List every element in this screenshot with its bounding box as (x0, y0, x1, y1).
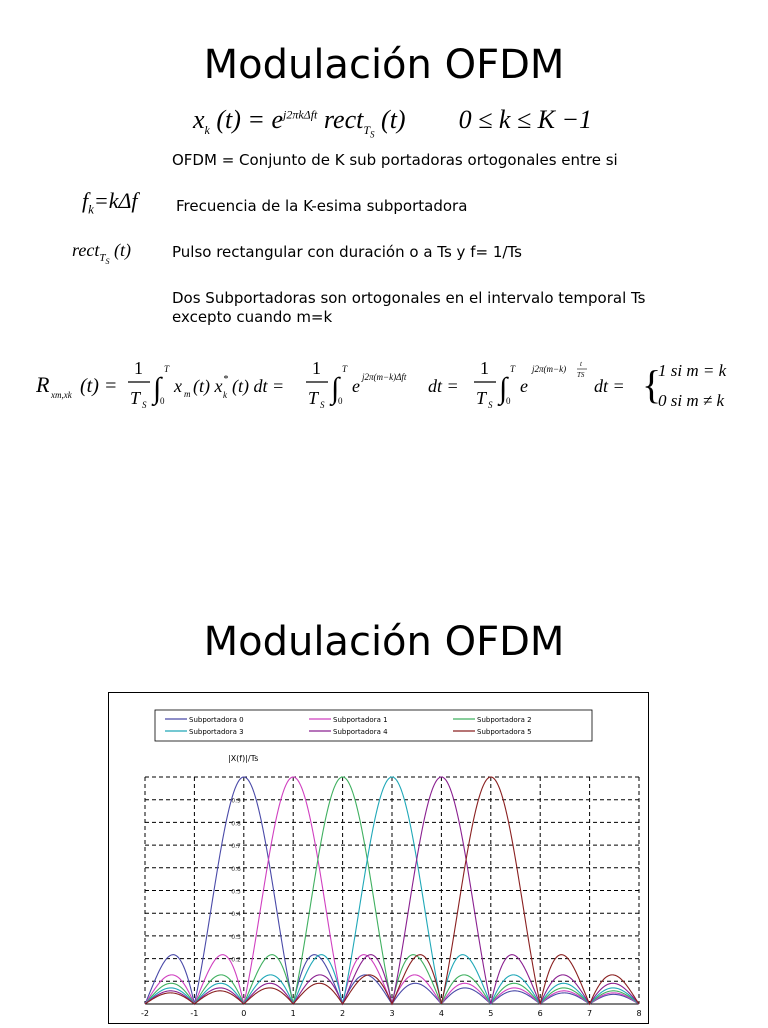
x-tick-label-6: 4 (438, 1009, 444, 1018)
y-axis-label: |X(f)|/Ts (228, 754, 259, 763)
corr-case-1: 1 si m = k (658, 361, 727, 380)
fk-f: f (82, 188, 89, 213)
int-lower-3: 0 (506, 396, 511, 406)
x-tick-label-4: 2 (340, 1009, 346, 1018)
fk-sub: k (88, 201, 94, 217)
text-frecuencia: Frecuencia de la K-esima subportadora (176, 197, 468, 215)
eq-rect: rect (323, 105, 364, 134)
legend-box (155, 710, 592, 741)
x-tick-label-3: 1 (290, 1009, 296, 1018)
int-upper-3: T (510, 364, 516, 374)
eq-arg: (t) = e (216, 105, 283, 134)
eq-rect-sub: T (363, 123, 371, 138)
y-tick-label-3: 0.6 (231, 865, 241, 873)
int-upper-2: T (342, 364, 348, 374)
corr-exp-3: j2π(m−k) (532, 364, 567, 374)
eq-lhs-sub: k (204, 123, 210, 138)
formula-fk (82, 188, 138, 217)
x-tick-label-2: 0 (241, 1009, 247, 1018)
corr-R-sub: xm,xk (51, 390, 72, 400)
corr-brace: { (642, 362, 662, 407)
corr-t: (t) = (80, 375, 118, 397)
rect-arg: (t) (109, 240, 131, 260)
legend-label-5: Subportadora 5 (477, 728, 532, 736)
text-pulso: Pulso rectangular con duración o a Ts y f= 1/Ts (172, 243, 522, 261)
subcarrier-chart-svg (109, 693, 648, 1023)
integrand-1b-sup: * (223, 374, 228, 385)
slide-1 (0, 0, 768, 512)
corr-Ts-3-sub: S (488, 400, 493, 410)
corr-exp-2: j2π(m−k)Δft (362, 372, 407, 382)
rect-text: rect (72, 240, 100, 260)
eq-rect-subsub: S (370, 129, 375, 140)
corr-R: R (36, 372, 50, 397)
corr-one-2: 1 (312, 358, 321, 378)
x-tick-label-9: 7 (587, 1009, 593, 1018)
slide-2-title: Modulación OFDM (203, 619, 565, 665)
integral-1: ∫ (153, 372, 162, 405)
main-equation (193, 105, 592, 140)
corr-Ts-3: T (476, 388, 487, 408)
x-tick-label-10: 8 (636, 1009, 642, 1018)
text-ortogonales-2: excepto cuando m=k (172, 308, 333, 326)
eq-range: 0 ≤ k ≤ K −1 (458, 105, 593, 134)
corr-dt-2: dt = (594, 376, 625, 396)
integrand-1: x (174, 376, 182, 396)
corr-e-1: e (352, 376, 360, 396)
chart-ticks (141, 798, 642, 1018)
chart-grid (145, 777, 639, 1004)
x-tick-label-0: -2 (141, 1009, 149, 1018)
y-tick-label-7: 0.2 (231, 956, 241, 964)
y-tick-label-4: 0.5 (231, 888, 241, 896)
eq-lhs: x (193, 105, 205, 134)
rect-subsub: S (105, 256, 110, 266)
eq-rect-arg: (t) (381, 105, 406, 134)
legend-label-4: Subportadora 4 (333, 728, 388, 736)
y-tick-label-6: 0.3 (231, 933, 241, 941)
eq-exp: j2πkΔft (283, 107, 318, 122)
x-tick-label-5: 3 (389, 1009, 395, 1018)
corr-one-3: 1 (480, 358, 489, 378)
correlation-equation (36, 352, 748, 422)
integrand-1-sub: m (184, 389, 191, 399)
corr-one-1: 1 (134, 358, 143, 378)
y-tick-label-1: 0.8 (231, 820, 241, 828)
y-tick-label-0: 0.9 (231, 797, 241, 805)
corr-Ts-2: T (308, 388, 319, 408)
corr-case-2: 0 si m ≠ k (658, 391, 724, 410)
integrand-1b-sub: k (223, 390, 227, 400)
corr-Ts-1-sub: S (142, 400, 147, 410)
int-lower-2: 0 (338, 396, 343, 406)
slide-1-title: Modulación OFDM (203, 42, 565, 88)
text-ofdm-definition: OFDM = Conjunto de K sub portadoras ortogonales entre si (172, 151, 618, 169)
int-upper-1: T (164, 364, 170, 374)
corr-dt-1: dt = (428, 376, 459, 396)
y-tick-label-2: 0.7 (231, 843, 241, 851)
integrand-1c: (t) dt = (232, 376, 285, 396)
integral-2: ∫ (331, 372, 340, 405)
legend-label-3: Subportadora 3 (189, 728, 244, 736)
x-tick-label-8: 6 (537, 1009, 543, 1018)
corr-exp-3-den: TS (577, 371, 585, 379)
corr-Ts-1: T (130, 388, 141, 408)
int-lower-1: 0 (160, 396, 165, 406)
legend-label-0: Subportadora 0 (189, 716, 244, 724)
slide-2 (0, 512, 768, 1024)
corr-e-2: e (520, 376, 528, 396)
formula-rect (72, 240, 131, 266)
legend-label-1: Subportadora 1 (333, 716, 388, 724)
x-tick-label-7: 5 (488, 1009, 494, 1018)
rect-sub: T (99, 251, 106, 264)
fk-rest: =kΔf (93, 188, 138, 213)
legend-label-2: Subportadora 2 (477, 716, 532, 724)
subcarrier-chart (108, 692, 649, 1024)
corr-Ts-2-sub: S (320, 400, 325, 410)
corr-exp-3-num: t (580, 360, 582, 368)
y-tick-label-5: 0.4 (231, 911, 241, 919)
integrand-1b: (t) x (193, 376, 223, 396)
text-ortogonales-1: Dos Subportadoras son ortogonales en el intervalo temporal Ts (172, 289, 646, 307)
x-tick-label-1: -1 (190, 1009, 199, 1018)
integral-3: ∫ (499, 372, 508, 405)
